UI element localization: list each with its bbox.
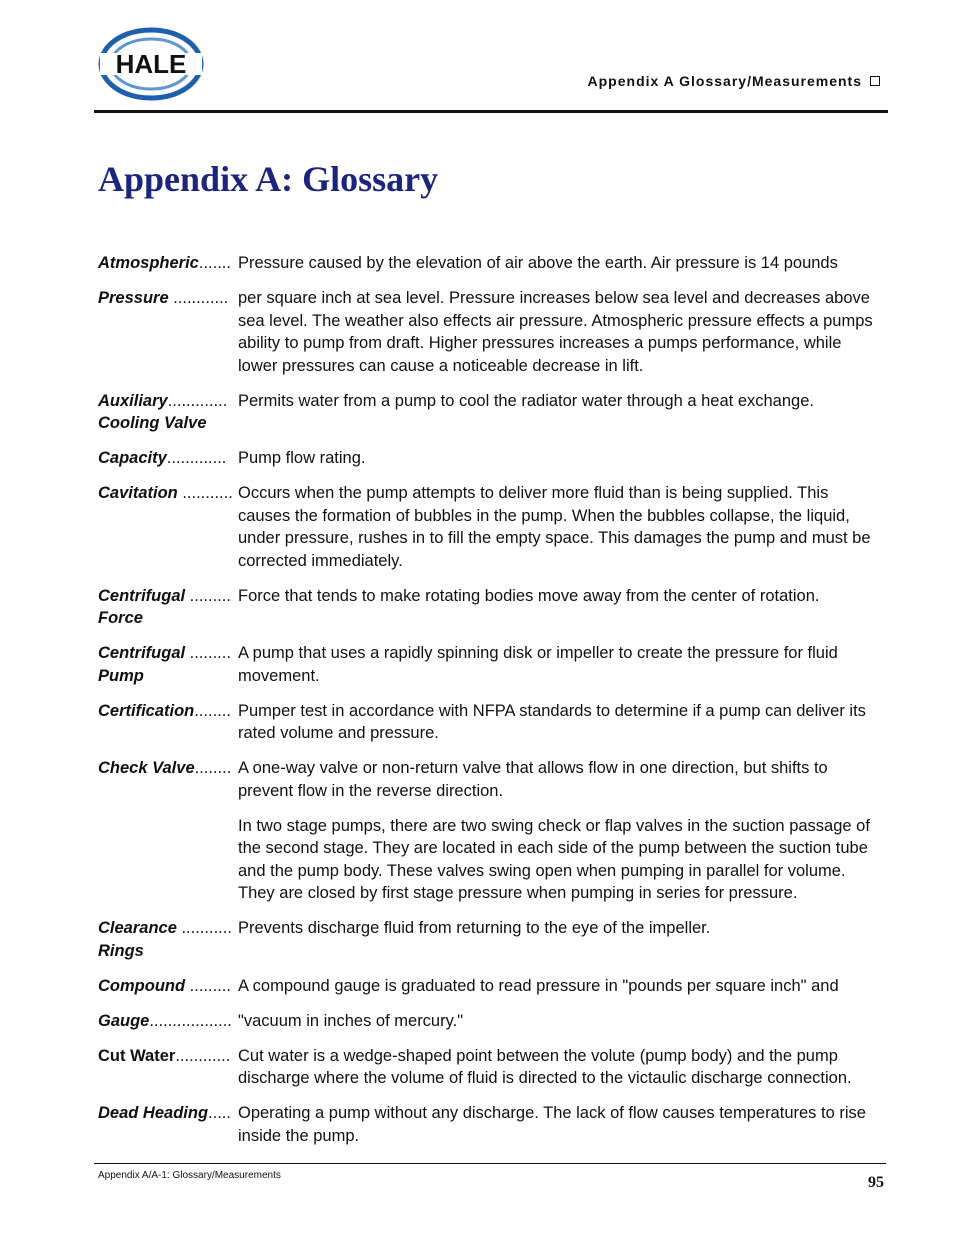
definition-paragraph: Pumper test in accordance with NFPA standards to determine if a pump can deliver its rated volume and pressure.	[238, 701, 866, 742]
glossary-definition	[238, 447, 884, 470]
dot-leader: ........	[194, 701, 231, 720]
glossary-term-text: Gauge	[98, 1011, 150, 1030]
dot-leader: .............	[166, 449, 227, 467]
glossary-term-text: Capacity	[98, 449, 167, 467]
glossary-entry	[98, 482, 884, 572]
dot-leader: .......	[198, 254, 231, 272]
glossary-definition	[238, 975, 884, 998]
glossary-term-text: Force	[98, 609, 143, 627]
glossary-term-text: Rings	[98, 941, 144, 960]
glossary-term-line	[98, 1045, 238, 1068]
glossary-term	[98, 700, 238, 745]
glossary-term-line	[98, 1102, 238, 1125]
glossary-definition	[238, 757, 884, 905]
glossary-term-text: Pump	[98, 666, 144, 685]
glossary-term	[98, 585, 238, 630]
dot-leader: .........	[185, 644, 231, 662]
glossary-entry	[98, 757, 884, 905]
definition-paragraph: Occurs when the pump attempts to deliver more fluid than is being supplied. This causes the formation of bubbles in the pump. When the bubbles collapse, the liquid, under pressure, rushes in to fill the empty space. This damages the pump and must be corrected immediately.	[238, 484, 871, 570]
glossary-term-text: Cavitation	[98, 484, 178, 502]
definition-paragraph: Permits water from a pump to cool the radiator water through a heat exchange.	[238, 391, 814, 410]
glossary-term	[98, 482, 238, 572]
footer-section-label: Appendix A/A-1: Glossary/Measurements	[98, 1170, 281, 1181]
logo-text: HALE	[115, 49, 187, 79]
glossary-term-text: Auxiliary	[98, 391, 168, 410]
glossary-term-text: Certification	[98, 701, 195, 720]
glossary-term	[98, 757, 238, 905]
glossary-term	[98, 447, 238, 470]
glossary-entry	[98, 1010, 884, 1033]
dot-leader: .........	[185, 976, 231, 995]
header-title	[588, 73, 880, 89]
glossary-definition	[238, 482, 884, 572]
glossary-term-text: Compound	[98, 976, 186, 995]
dot-leader: .....	[208, 1104, 231, 1122]
dot-leader: .........	[185, 586, 231, 605]
dot-leader: ........	[194, 759, 232, 777]
glossary-term-line	[98, 252, 238, 275]
glossary-definition	[238, 252, 884, 275]
glossary-entry	[98, 287, 884, 377]
glossary-definition	[238, 1045, 884, 1090]
glossary-definition	[238, 917, 884, 962]
glossary-term-line	[98, 412, 238, 435]
glossary-definition	[238, 287, 884, 377]
definition-paragraph: Cut water is a wedge-shaped point between the volute (pump body) and the pump discharge where the volume of fluid is directed to the victaulic discharge connection.	[238, 1046, 852, 1087]
definition-paragraph: Pressure caused by the elevation of air above the earth. Air pressure is 14 pounds	[238, 254, 838, 272]
definition-paragraph: Operating a pump without any discharge. The lack of flow causes temperatures to rise inside the pump.	[238, 1104, 866, 1145]
footer-rule	[94, 1163, 886, 1164]
glossary-definition	[238, 1102, 884, 1147]
glossary-entry	[98, 975, 884, 998]
dot-leader: ..................	[149, 1011, 232, 1030]
dot-leader: ...........	[176, 919, 232, 937]
glossary-term-text: Atmospheric	[98, 254, 199, 272]
glossary-term	[98, 390, 238, 435]
glossary-definition	[238, 700, 884, 745]
glossary-term-text: Dead Heading	[98, 1104, 209, 1122]
definition-paragraph: A one-way valve or non-return valve that allows flow in one direction, but shifts to prevent flow in the reverse direction.	[238, 759, 828, 800]
definition-paragraph: Force that tends to make rotating bodies move away from the center of rotation.	[238, 586, 820, 605]
header-title-text: Appendix A Glossary/Measurements	[587, 73, 862, 89]
dot-leader: ............	[175, 1046, 231, 1065]
glossary-term	[98, 917, 238, 962]
glossary-entry	[98, 447, 884, 470]
header-rule	[94, 110, 888, 113]
glossary-term-line	[98, 447, 238, 470]
dot-leader: ...........	[177, 484, 233, 502]
glossary-term-line	[98, 665, 238, 688]
glossary-term-text: Centrifugal	[98, 644, 186, 662]
glossary-term-line	[98, 607, 238, 630]
glossary-term-text: Centrifugal	[98, 586, 186, 605]
glossary-definition	[238, 390, 884, 435]
glossary-term-line	[98, 917, 238, 940]
definition-paragraph: Pump flow rating.	[238, 449, 366, 467]
glossary-term	[98, 1045, 238, 1090]
glossary-list	[98, 252, 884, 1160]
glossary-term-line	[98, 390, 238, 413]
glossary-term	[98, 975, 238, 998]
definition-paragraph: "vacuum in inches of mercury."	[238, 1011, 464, 1030]
dot-leader: ............	[168, 289, 229, 307]
hale-logo	[96, 26, 206, 102]
glossary-term-line	[98, 1010, 238, 1033]
glossary-entry	[98, 1045, 884, 1090]
glossary-definition	[238, 1010, 884, 1033]
glossary-term-line	[98, 642, 238, 665]
glossary-term-text: Check Valve	[98, 759, 195, 777]
glossary-term	[98, 252, 238, 275]
page-number: 95	[868, 1174, 884, 1191]
glossary-term	[98, 642, 238, 687]
definition-paragraph: Prevents discharge fluid from returning to the eye of the impeller.	[238, 919, 711, 937]
glossary-entry	[98, 700, 884, 745]
glossary-entry	[98, 390, 884, 435]
glossary-term-line	[98, 700, 238, 723]
glossary-term	[98, 1102, 238, 1147]
glossary-entry	[98, 585, 884, 630]
glossary-entry	[98, 917, 884, 962]
glossary-term-line	[98, 975, 238, 998]
square-bullet-icon	[870, 76, 880, 86]
glossary-term-line	[98, 940, 238, 963]
definition-paragraph: A compound gauge is graduated to read pressure in "pounds per square inch" and	[238, 976, 839, 995]
glossary-term-line	[98, 482, 238, 505]
glossary-term-text: Cooling Valve	[98, 414, 207, 432]
glossary-entry	[98, 1102, 884, 1147]
glossary-term-text: Clearance	[98, 919, 177, 937]
glossary-term-text: Pressure	[98, 289, 169, 307]
glossary-term-line	[98, 757, 238, 780]
definition-paragraph: A pump that uses a rapidly spinning disk or impeller to create the pressure for fluid movement.	[238, 644, 838, 685]
glossary-entry	[98, 252, 884, 275]
glossary-term	[98, 1010, 238, 1033]
glossary-definition	[238, 585, 884, 630]
definition-paragraph: In two stage pumps, there are two swing check or flap valves in the suction passage of the second stage. They are located in each side of the pump between the suction tube and the pump body. These valves swing open when pumping in parallel for volume. They are closed by first stage pressure when pumping in series for pressure.	[238, 816, 870, 902]
dot-leader: .............	[167, 391, 228, 410]
glossary-definition	[238, 642, 884, 687]
glossary-entry	[98, 642, 884, 687]
page-title: Appendix A: Glossary	[98, 159, 439, 199]
definition-paragraph: per square inch at sea level. Pressure increases below sea level and decreases above sea level. The weather also effects air pressure. Atmospheric pressure effects a pumps ability to pump from draft. Higher pressures increases a pumps performance, while lower pressures can cause a noticeable decrease in lift.	[238, 289, 873, 375]
glossary-term-text: Cut Water	[98, 1046, 176, 1065]
glossary-term	[98, 287, 238, 377]
glossary-term-line	[98, 585, 238, 608]
glossary-term-line	[98, 287, 238, 310]
